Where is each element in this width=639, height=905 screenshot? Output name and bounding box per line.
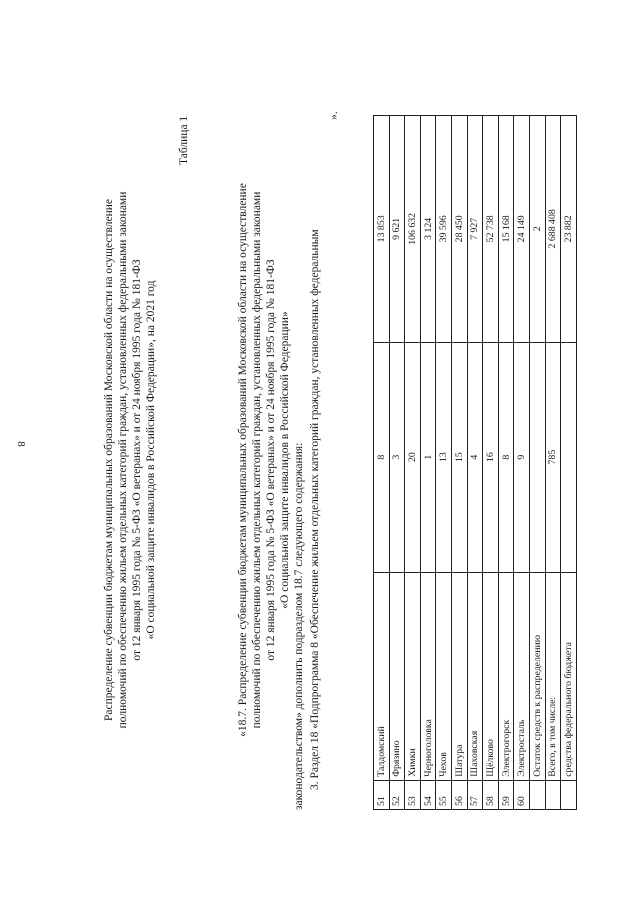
table-row (436, 116, 452, 810)
table-row (389, 116, 405, 810)
municipality-name-cell: Шаховская (467, 572, 483, 780)
page-number: 8 (14, 441, 27, 447)
section3-text-line1: 3. Раздел 18 «Подпрограмма 8 «Обеспечение жильем отдельных категорий граждан, установленных федеральным (309, 229, 321, 790)
row-number-cell: 60 (514, 780, 530, 809)
distribution-line4: «О социальной защите инвалидов в Российской Федерации», на 2021 год (145, 280, 157, 640)
count-cell (529, 342, 545, 572)
subvention-table (373, 115, 577, 810)
municipality-name-cell: Химки (405, 572, 421, 780)
row-number-cell: 52 (389, 780, 405, 809)
municipality-name-cell: Чехов (436, 572, 452, 780)
table-body (374, 116, 577, 810)
distribution-heading (102, 110, 158, 810)
row-number-cell: 58 (483, 780, 499, 809)
section3-text-line2: законодательством» дополнить подразделом 18.7 следующего содержания: (293, 442, 305, 810)
table1-label: Таблица 1 (178, 115, 190, 165)
amount-cell: 28 450 (451, 116, 467, 343)
table-row (420, 116, 436, 810)
amount-cell: 23 882 (561, 116, 577, 343)
subsection-heading-18-7 (236, 110, 292, 810)
table-row (451, 116, 467, 810)
amount-cell: 106 632 (405, 116, 421, 343)
table-row (529, 116, 545, 810)
row-number-cell (561, 780, 577, 809)
row-number-cell: 54 (420, 780, 436, 809)
row-number-cell: 57 (467, 780, 483, 809)
amount-cell: 15 168 (498, 116, 514, 343)
row-number-cell: 59 (498, 780, 514, 809)
count-cell: 3 (389, 342, 405, 572)
row-number-cell: 53 (405, 780, 421, 809)
municipality-name-cell: Черноголовка (420, 572, 436, 780)
count-cell: 13 (436, 342, 452, 572)
distribution-line1: Распределение субвенции бюджетам муниципальных образований Московской области на осуществление (103, 199, 115, 722)
heading-line2: полномочий по обеспечению жильем отдельных категорий граждан, установленных федеральными законами (251, 191, 263, 729)
municipality-name-cell: Щёлково (483, 572, 499, 780)
row-number-cell: 56 (451, 780, 467, 809)
count-cell: 16 (483, 342, 499, 572)
amount-cell: 24 149 (514, 116, 530, 343)
count-cell: 4 (467, 342, 483, 572)
amount-cell: 13 853 (374, 116, 390, 343)
count-cell: 1 (420, 342, 436, 572)
row-number-cell (529, 780, 545, 809)
distribution-line3: от 12 января 1995 года № 5-ФЗ «О ветеранах» и от 24 ноября 1995 года № 181-ФЗ (131, 259, 143, 661)
count-cell: 9 (514, 342, 530, 572)
municipality-name-cell: Остаток средств к распределению (529, 572, 545, 780)
count-cell (561, 342, 577, 572)
amount-cell: 52 738 (483, 116, 499, 343)
municipality-name-cell: средства федерального бюджета (561, 572, 577, 780)
municipality-name-cell: Электрогорск (498, 572, 514, 780)
table-row (514, 116, 530, 810)
count-cell: 8 (498, 342, 514, 572)
count-cell: 785 (545, 342, 561, 572)
municipality-name-cell: Шатура (451, 572, 467, 780)
table-row (405, 116, 421, 810)
amount-cell: 3 124 (420, 116, 436, 343)
table-row (374, 116, 390, 810)
row-number-cell (545, 780, 561, 809)
distribution-line2: полномочий по обеспечению жильем отдельных категорий граждан, установленных федеральными законами (117, 191, 129, 729)
row-number-cell: 51 (374, 780, 390, 809)
row-number-cell: 55 (436, 780, 452, 809)
table-row (467, 116, 483, 810)
amount-cell: 39 596 (436, 116, 452, 343)
closing-quote: ». (328, 111, 340, 120)
amount-cell: 9 621 (389, 116, 405, 343)
table-row (498, 116, 514, 810)
table-row (483, 116, 499, 810)
amount-cell: 7 927 (467, 116, 483, 343)
municipality-name-cell: Электросталь (514, 572, 530, 780)
count-cell: 15 (451, 342, 467, 572)
heading-line3: от 12 января 1995 года № 5-ФЗ «О ветеранах» и от 24 ноября 1995 года № 181-ФЗ (265, 259, 277, 661)
amount-cell: 2 (529, 116, 545, 343)
count-cell: 8 (374, 342, 390, 572)
count-cell: 20 (405, 342, 421, 572)
heading-line1: «18.7. Распределение субвенции бюджетам муниципальных образований Московской области на осуществление (237, 183, 249, 737)
heading-line4: «О социальной защите инвалидов в Российской Федерации» (279, 311, 291, 609)
table-row (545, 116, 561, 810)
amount-cell: 2 688 408 (545, 116, 561, 343)
municipality-name-cell: Всего, в том числе: (545, 572, 561, 780)
municipality-name-cell: Талдомский (374, 572, 390, 780)
municipality-name-cell: Фрязино (389, 572, 405, 780)
table-row (561, 116, 577, 810)
